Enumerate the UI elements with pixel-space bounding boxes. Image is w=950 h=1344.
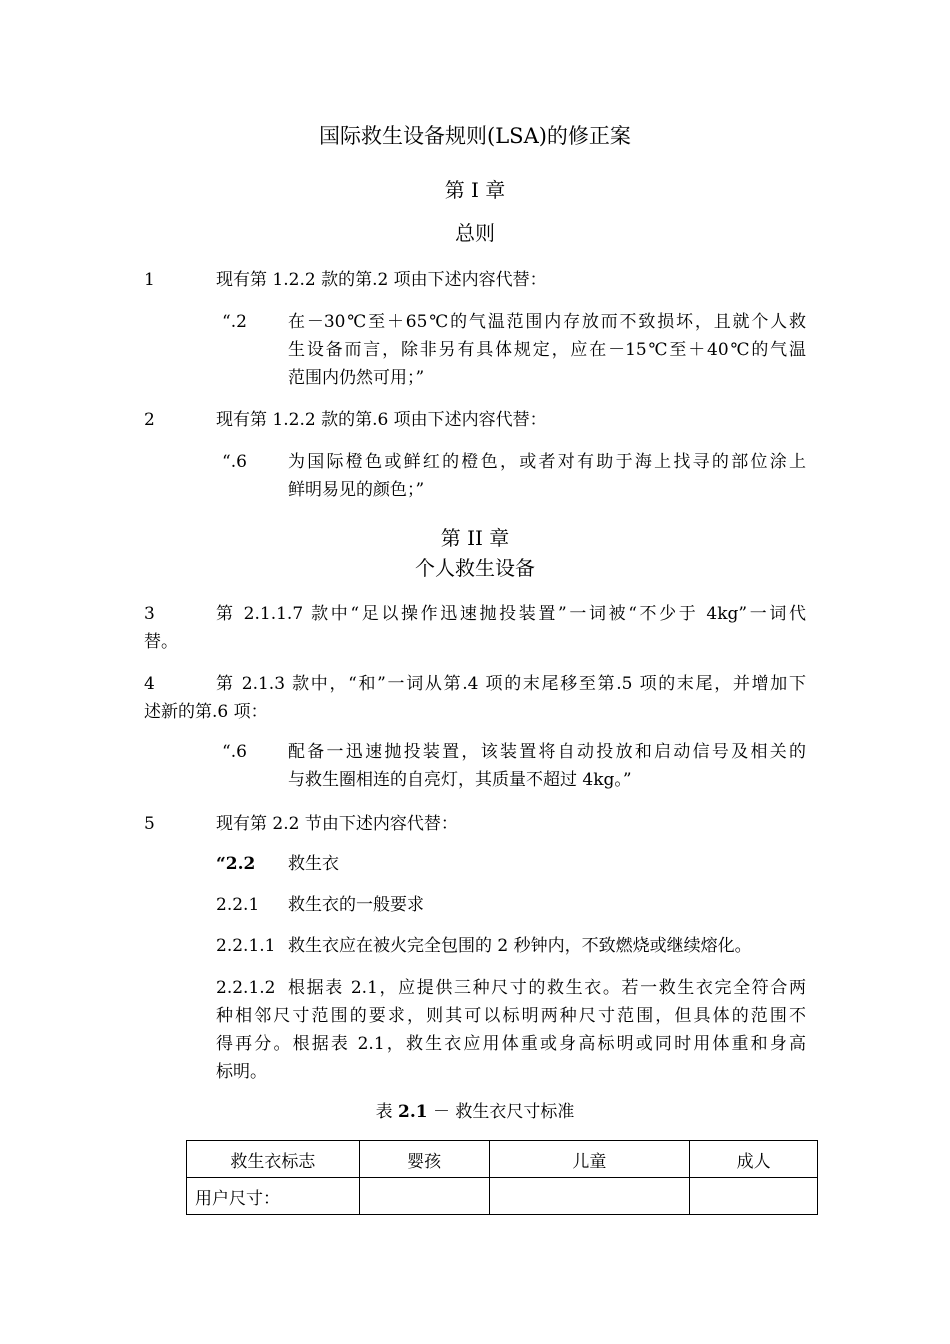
table-cell: 用户尺寸： (187, 1178, 360, 1215)
item-3-number: 3 (144, 604, 155, 624)
item-4-number: 4 (144, 674, 155, 694)
paragraph-2-2-1-2-line-1: 根据表 2.1，应提供三种尺寸的救生衣。若一救生衣完全符合两 (288, 978, 806, 998)
table-cell (489, 1178, 690, 1215)
table-caption (0, 1104, 950, 1121)
quote-6b-line-2: 与救生圈相连的自亮灯，其质量不超过 4kg。” (288, 770, 632, 790)
table-caption-rest: － 救生衣尺寸标准 (432, 1102, 575, 1122)
quote-6b-line-1: 配备一迅速抛投装置，该装置将自动投放和启动信号及相关的 (288, 742, 806, 762)
section-2-2-number: “2.2 (216, 854, 256, 874)
quote-2-line-3: 范围内仍然可用；” (288, 368, 425, 388)
paragraph-2-2-1-2-line-2: 种相邻尺寸范围的要求，则其可以标明两种尺寸范围，但具体的范围不 (216, 1006, 806, 1026)
item-5-text: 现有第 2.2 节由下述内容代替： (216, 814, 458, 834)
table-caption-prefix: 表 (375, 1102, 393, 1122)
quote-6a-line-2: 鲜明易见的颜色；” (288, 480, 425, 500)
table-cell (359, 1178, 489, 1215)
item-3-line-1: 第 2.1.1.7 款中“足以操作迅速抛投装置”一词被“不少于 4kg”一词代 (216, 604, 806, 624)
table-header-cell: 救生衣标志 (187, 1141, 360, 1178)
quote-6a-number: “.6 (222, 452, 247, 472)
quote-2-line-1: 在－30℃至＋65℃的气温范围内存放而不致损坏，且就个人救 (288, 312, 806, 332)
paragraph-2-2-1-1-number: 2.2.1.1 (216, 936, 276, 956)
document-title: 国际救生设备规则(LSA)的修正案 (319, 124, 631, 148)
quote-6b-number: “.6 (222, 742, 247, 762)
table-header-row (187, 1141, 818, 1178)
table-header-cell: 儿童 (489, 1141, 690, 1178)
chapter-2-heading: 第 II 章 (440, 526, 510, 550)
subsection-2-2-1-title: 救生衣的一般要求 (288, 895, 424, 915)
table-row (187, 1178, 818, 1215)
table-cell (690, 1178, 818, 1215)
item-4-line-1: 第 2.1.3 款中，“和”一词从第.4 项的末尾移至第.5 项的末尾，并增加下 (216, 674, 806, 694)
quote-2-number: “.2 (222, 312, 247, 332)
table-header-cell: 成人 (690, 1141, 818, 1178)
item-2-number: 2 (144, 410, 155, 430)
paragraph-2-2-1-2-line-4: 标明。 (216, 1062, 267, 1082)
table-caption-number: 2.1 (398, 1102, 428, 1122)
item-5-number: 5 (144, 814, 155, 834)
chapter-2-subtitle: 个人救生设备 (415, 556, 535, 580)
quote-2-line-2: 生设备而言，除非另有具体规定，应在－15℃至＋40℃的气温 (288, 340, 806, 360)
item-3-line-2: 替。 (144, 632, 178, 652)
paragraph-2-2-1-2-number: 2.2.1.2 (216, 978, 276, 998)
chapter-1-subtitle: 总则 (455, 221, 495, 245)
item-2-text: 现有第 1.2.2 款的第.6 项由下述内容代替： (216, 410, 547, 430)
chapter-1-heading: 第 I 章 (444, 178, 506, 202)
paragraph-2-2-1-1-text: 救生衣应在被火完全包围的 2 秒钟内，不致燃烧或继续熔化。 (288, 936, 752, 956)
paragraph-2-2-1-2-line-3: 得再分。根据表 2.1，救生衣应用体重或身高标明或同时用体重和身高 (216, 1034, 806, 1054)
subsection-2-2-1-number: 2.2.1 (216, 895, 260, 915)
item-4-line-2: 述新的第.6 项： (144, 702, 268, 722)
section-2-2-title: 救生衣 (288, 854, 339, 874)
item-1-number: 1 (144, 270, 155, 290)
item-1-text: 现有第 1.2.2 款的第.2 项由下述内容代替： (216, 270, 547, 290)
table-header-cell: 婴孩 (359, 1141, 489, 1178)
quote-6a-line-1: 为国际橙色或鲜红的橙色，或者对有助于海上找寻的部位涂上 (288, 452, 806, 472)
lifejacket-size-table (186, 1140, 818, 1215)
